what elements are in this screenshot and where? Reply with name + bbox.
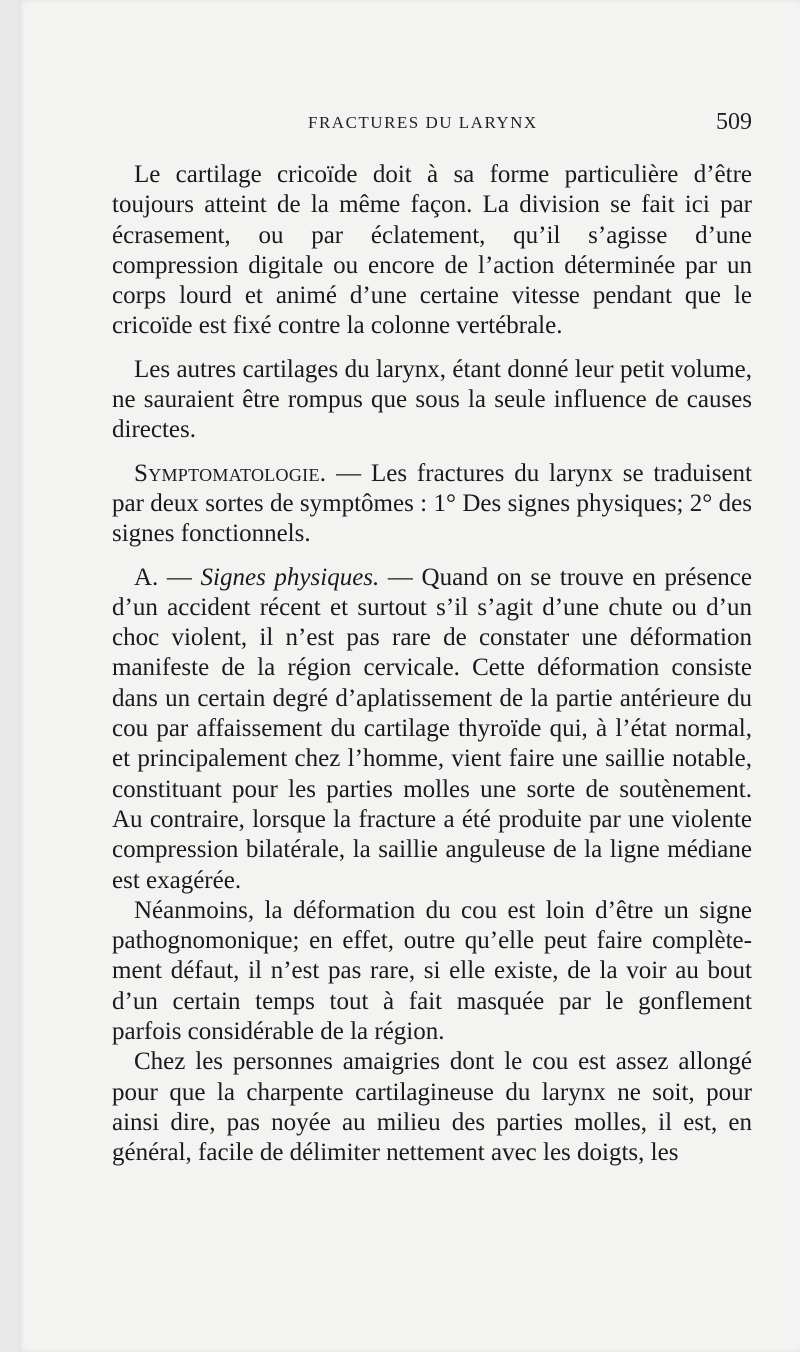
subsection-heading-physical-signs: Signes physiques. — [200, 563, 380, 591]
page-header — [18, 109, 800, 143]
paragraph-thin-persons: Chez les personnes amaigries dont le cou est assez allongé pour que la charpente cartilagineuse du larynx ne soit, pour ainsi dire, pas noyée au milieu des parties molles, il est, en général, facile de délimiter nettement avec les doigts, les — [112, 1048, 752, 1167]
paragraph-symptomatology — [112, 459, 752, 550]
running-title: FRACTURES DU LARYNX — [308, 113, 538, 132]
physical-signs-prefix: A. — — [134, 563, 201, 591]
symptomatology-text: — Les fractures du larynx se traduisent par deux sortes de symptômes : 1° Des signes physiques; 2° des signes fonctionnels. — [112, 459, 752, 548]
page-number: 509 — [716, 109, 752, 135]
paragraph-physical-signs — [112, 563, 752, 896]
section-heading-symptomatology: Symptomatologie. — [134, 459, 327, 487]
paragraph-other-cartilages: Les autres cartilages du larynx, étant donné leur petit volume, ne sauraient être rompus que sous la seule influence de causes directes. — [112, 355, 752, 444]
physical-signs-text: — Quand on se trouve en présence d’un accident récent et surtout s’il s’agit d’une chute ou d’un choc violent, il n’est pas rare de constater une déformation manifeste de la région cervicale. Cette déformation consiste dans un certain degré d’aplatissement de la partie antérieure du cou par affaissement du cartilage thyroïde qui, à l’état normal, et principalement chez l’homme, vient faire une saillie notable, constituant pour les parties molles une sorte de soutènement. Au contraire, lorsque la fracture a été produite par une violente compression bilatérale, la saillie anguleuse de la ligne médiane est exagérée. — [112, 563, 752, 894]
paragraph-deformation: Néanmoins, la déformation du cou est loin d’être un signe pathognomonique; en effet, outre qu’elle peut faire complètement défaut, il n’est pas rare, si elle existe, de la voir au bout d’un certain temps tout à fait masquée par le gonflement parfois considérable de la région. — [112, 896, 752, 1046]
book-page — [18, 0, 800, 1352]
paragraph-cricoid: Le cartilage cricoïde doit à sa forme particulière d’être toujours atteint de la même façon. La division se fait ici par écrasement, ou par éclatement, qu’il s’agisse d’une compression digitale ou encore de l’action déterminée par un corps lourd et animé d’une certaine vitesse pendant que le cricoïde est fixé contre la colonne vertébrale. — [112, 161, 752, 340]
body-text — [112, 160, 752, 1169]
